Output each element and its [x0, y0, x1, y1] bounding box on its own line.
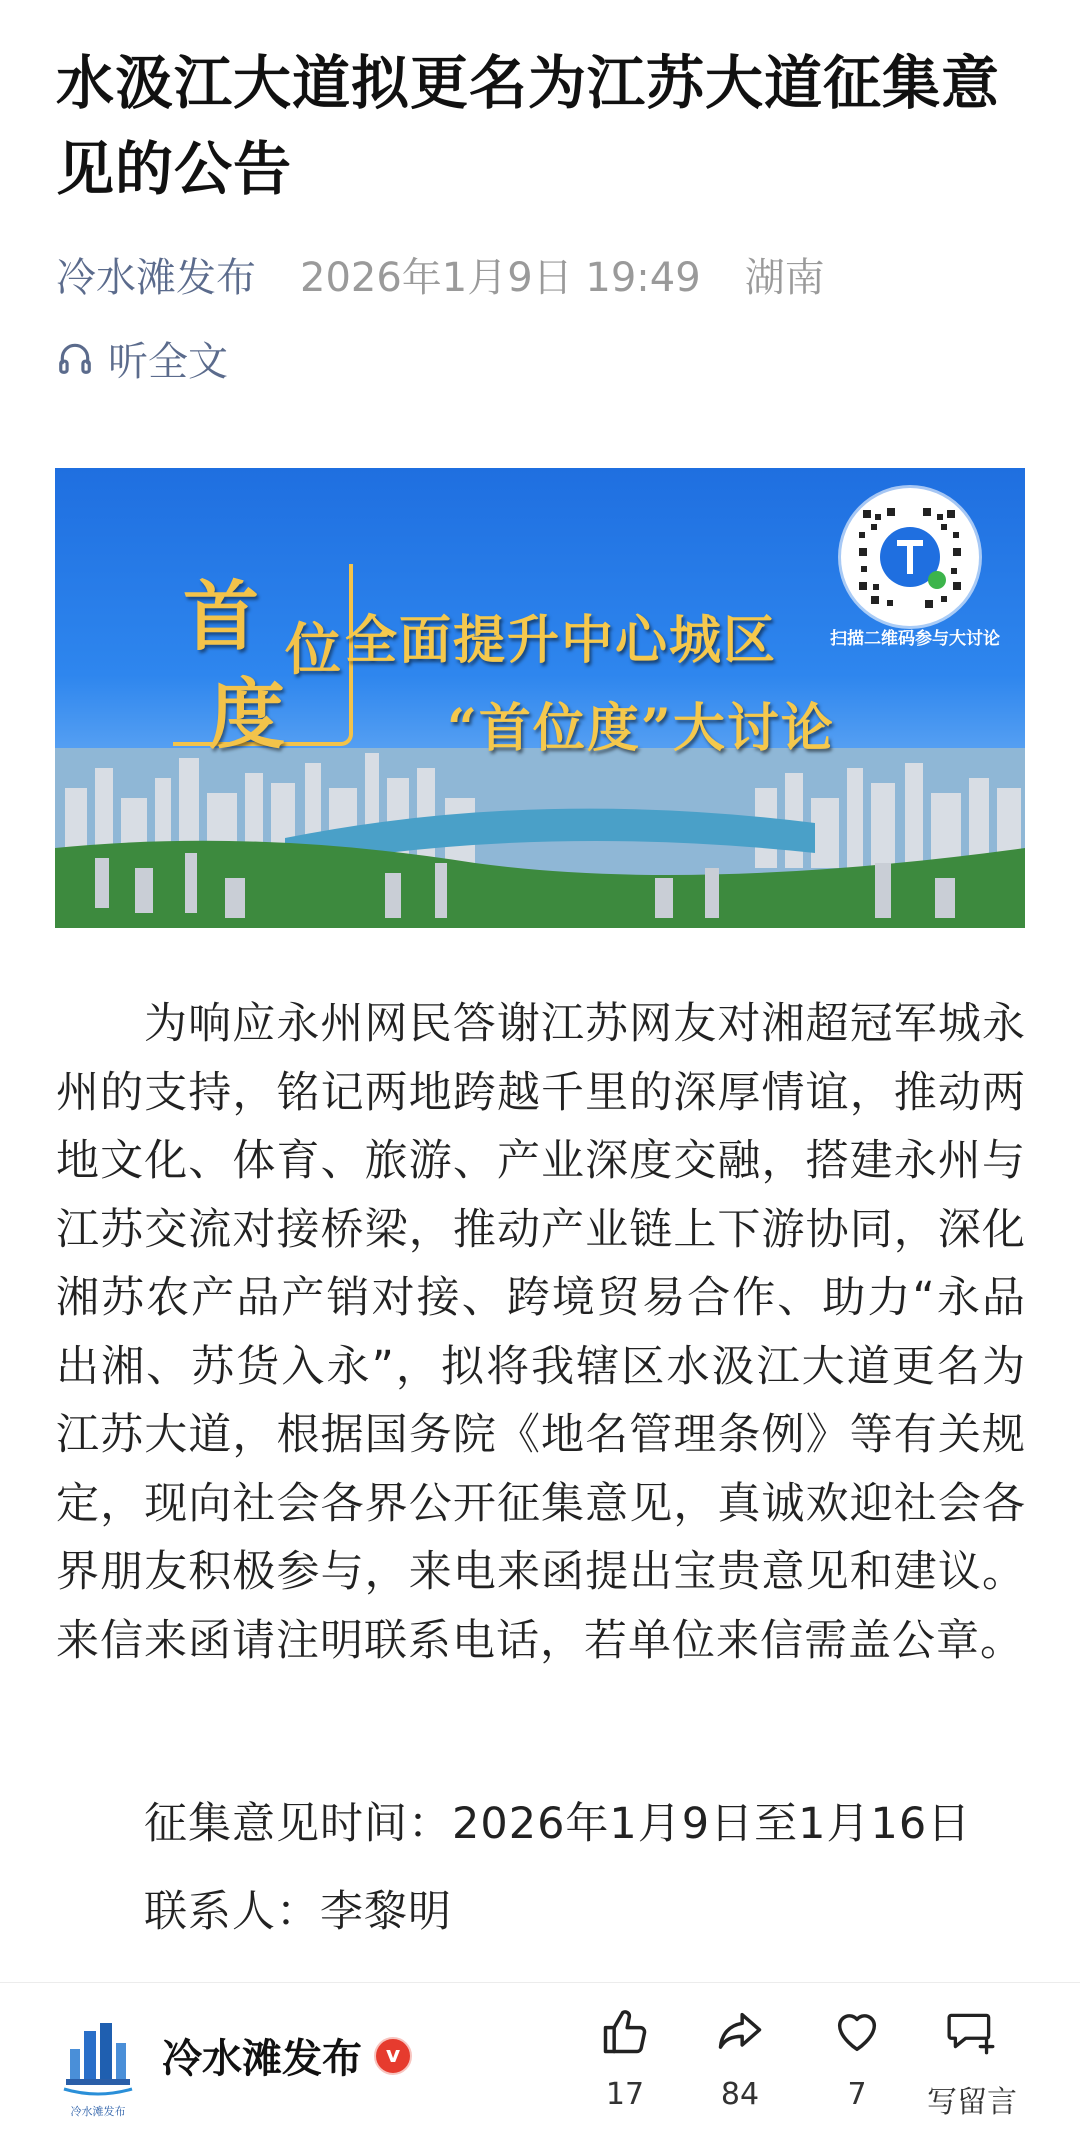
like-button[interactable]: [565, 2001, 685, 2112]
headphones-icon: [56, 339, 94, 377]
verified-badge: v: [374, 2037, 412, 2075]
banner-slogan-line1: 全面提升中心城区: [345, 610, 778, 671]
share-arrow-icon: [714, 2006, 766, 2058]
comment-plus-icon: [945, 2006, 999, 2058]
listen-button[interactable]: [56, 330, 228, 386]
comment-label: 写留言: [927, 2085, 1017, 2120]
bottom-action-bar: [0, 1983, 1080, 2137]
banner-image: [55, 468, 1025, 928]
banner-slogan-line2: “首位度”大讨论: [447, 698, 835, 759]
account-name: 冷水滩发布: [162, 2036, 362, 2082]
badge-char: 首: [183, 572, 259, 661]
article-body: 为响应永州网民答谢江苏网友对湘超冠军城永州的支持，铭记两地跨越千里的深厚情谊，推动两地文化、体育、旅游、产业深度交融，搭建永州与江苏交流对接桥梁，推动产业链上下游协同，深化湘苏农产品产销对接、跨境贸易合作、助力“永品出湘、苏货入永”，拟将我辖区水汲江大道更名为江苏大道，根据国务院《地名管理条例》等有关规定，现向社会各界公开征集意见，真诚欢迎社会各界朋友积极参与，来电来函提出宝贵意见和建议。来信来函请注明联系电话，若单位来信需盖公章。: [56, 999, 1026, 1666]
article-meta: [56, 244, 825, 304]
like-count: 17: [605, 2077, 645, 2112]
contact-person: 联系人：李黎明: [144, 1887, 452, 1937]
qr-code-image: [841, 488, 979, 626]
collection-period: 征集意见时间：2026年1月9日至1月16日: [144, 1799, 972, 1849]
publish-location: 湖南: [744, 254, 825, 301]
favorite-button[interactable]: [797, 2001, 917, 2112]
logo-text: 冷水滩发布: [70, 2105, 126, 2118]
source-link[interactable]: 冷水滩发布: [56, 254, 256, 301]
listen-label: 听全文: [108, 338, 228, 385]
banner-badge: [173, 556, 363, 759]
favorite-count: 7: [847, 2077, 867, 2112]
account-logo[interactable]: [60, 2019, 136, 2103]
badge-char: 位: [285, 617, 341, 683]
heart-icon: [831, 2006, 883, 2058]
article-title: 水汲江大道拟更名为江苏大道征集意见的公告: [56, 49, 1001, 203]
badge-char: 度: [209, 670, 285, 759]
comment-button[interactable]: [912, 2001, 1032, 2121]
publish-date: 2026年1月9日 19:49: [300, 254, 701, 301]
share-count: 84: [720, 2077, 760, 2112]
account-name-link[interactable]: [162, 2027, 412, 2084]
share-button[interactable]: [680, 2001, 800, 2112]
qr-caption: 扫描二维码参与大讨论: [830, 629, 1000, 649]
thumbs-up-icon: [599, 2006, 651, 2058]
